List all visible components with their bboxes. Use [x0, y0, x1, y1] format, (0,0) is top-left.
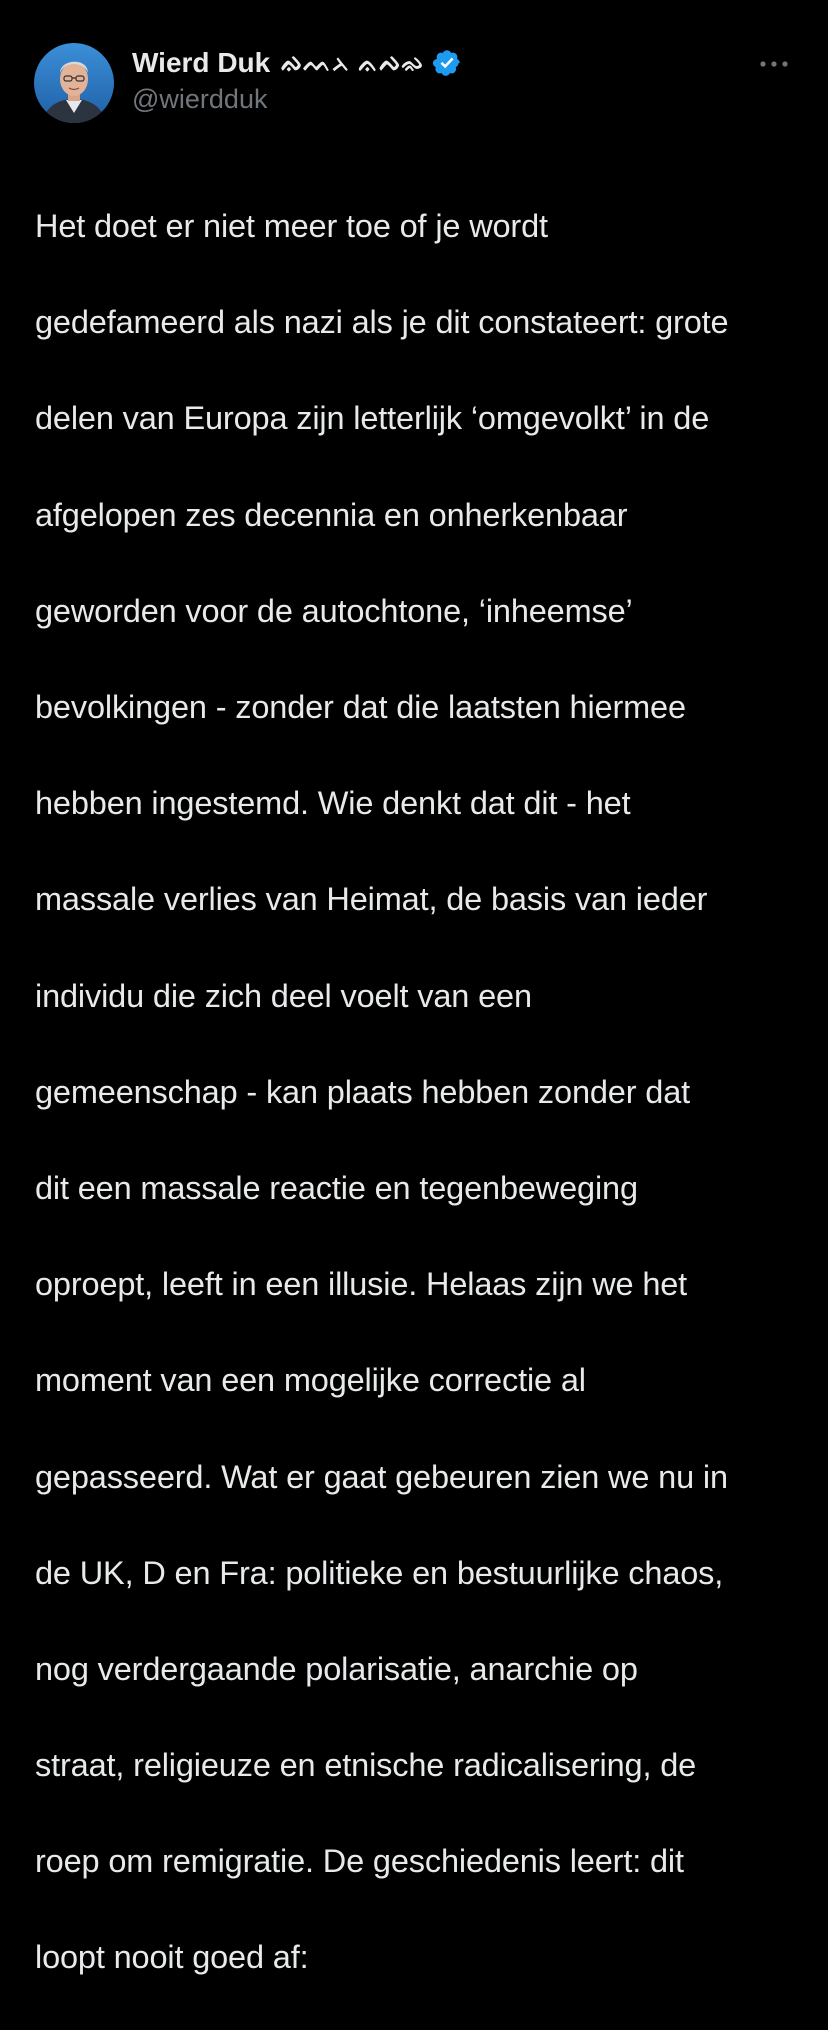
tweet-text-line: geworden voor de autochtone, ‘inheemse’ — [35, 592, 633, 629]
tweet-text-line: nog verdergaande polarisatie, anarchie op — [35, 1650, 638, 1687]
author-handle[interactable]: @wierdduk — [132, 84, 268, 114]
tweet-text-line: bevolkingen - zonder dat die laatsten hiermee — [35, 689, 686, 726]
tweet-text-line: gemeenschap - kan plaats hebben zonder dat — [35, 1073, 690, 1110]
author-avatar[interactable] — [34, 43, 114, 123]
tweet-text-line: loopt nooit goed af: — [35, 1939, 309, 1976]
tweet-text-line: Het doet er niet meer toe of je wordt — [35, 208, 548, 245]
tweet-text — [35, 154, 815, 2030]
tweet-text-line: hebben ingestemd. Wie denkt dat dit - het — [35, 785, 631, 822]
author-display-name[interactable]: Wierd Duk — [132, 47, 271, 78]
tweet-text-line: moment van een mogelijke correctie al — [35, 1362, 586, 1399]
tweet-text-line: afgelopen zes decennia en onherkenbaar — [35, 496, 628, 533]
author-info — [132, 44, 462, 124]
more-horizontal-icon — [759, 60, 789, 68]
more-options-button[interactable] — [752, 48, 796, 80]
tweet-text-line: individu die zich deel voelt van een — [35, 977, 532, 1014]
tweet-text-line: dit een massale reactie en tegenbeweging — [35, 1169, 638, 1206]
tweet-text-line: gedefameerd als nazi als je dit constateert: grote — [35, 304, 729, 341]
tweet-text-line: gepasseerd. Wat er gaat gebeuren zien we nu in — [35, 1458, 728, 1495]
tweet-text-line: de UK, D en Fra: politieke en bestuurlijke chaos, — [35, 1554, 724, 1591]
tweet-text-line: massale verlies van Heimat, de basis van ieder — [35, 881, 708, 918]
person-portrait-icon — [34, 43, 114, 123]
author-name-suffix: ᨁᨓᨂ ᨊᨄᨋ — [280, 49, 425, 77]
tweet-text-line: straat, religieuze en etnische radicalisering, de — [35, 1747, 697, 1784]
verified-badge-icon[interactable] — [432, 48, 462, 78]
author-name-row — [132, 44, 462, 82]
tweet-text-line: roep om remigratie. De geschiedenis leert: dit — [35, 1843, 684, 1880]
tweet-text-line: delen van Europa zijn letterlijk ‘omgevolkt’ in de — [35, 400, 710, 437]
tweet-text-line: oproept, leeft in een illusie. Helaas zijn we het — [35, 1266, 688, 1303]
